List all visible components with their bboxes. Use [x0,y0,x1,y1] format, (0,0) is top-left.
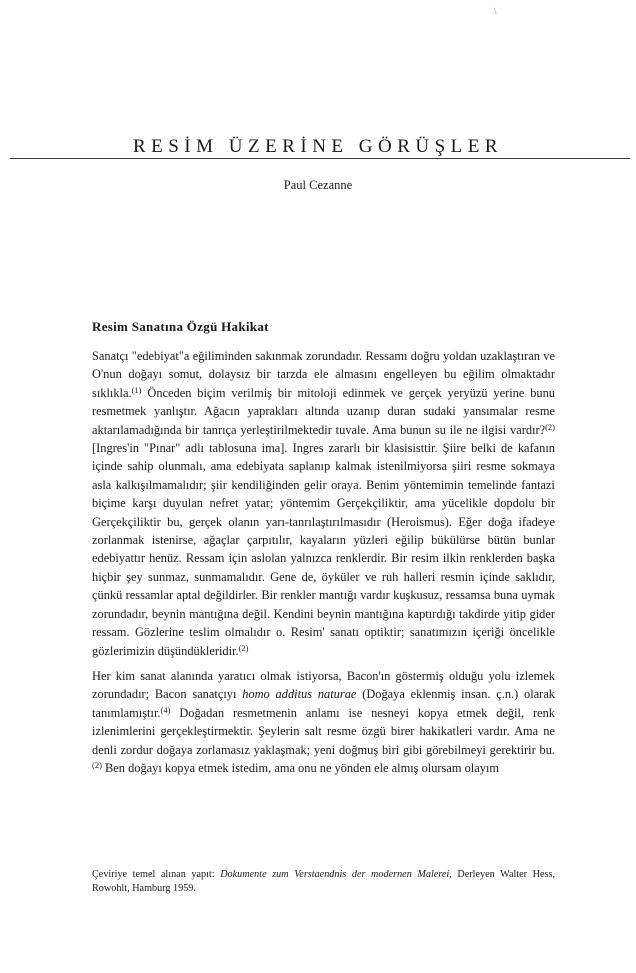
footnote-ref: (4) [160,704,171,715]
paragraph-2-part-2: (Doğaya eklenmiş insan. ç.n.) olarak tanımlamıştır. [92,687,556,720]
paragraph-2 [92,667,555,777]
source-footnote [92,868,555,896]
footnote-prefix: Çeviriye temel alınan yapıt: [92,869,221,880]
page-title: RESİM ÜZERİNE GÖRÜŞLER [132,136,504,157]
footnote-book-title: Dokumente zum Verstaendnis der modernen Malerei, [220,869,452,880]
author-name: Paul Cezanne [283,178,353,192]
paragraph-1 [92,347,555,660]
paragraph-1-part-3: [Ingres'in "Pınar" adlı tablosuna ima]. Ingres zararlı bir klasisisttir. Şiire belki de kafanın içinde sahip olunmalı, ama edebiyata saplanıp kalmak istenilmiyorsa şiiri resme sokmaya asla kalkışılmamalıdır; şiir kendiliğinden gelir oraya. Benim yöntemimin temelinde fantazi biçime karşı duyulan nefret yatar; yöntemim Gerçekçiliktir, ama yücelikle dopdolu bir Gerçekçiliktir bu, gerçek olanın yarı-tanrılaştırılmasıdır (Heroismus). Eğer doğa ifadeye zorlanmak istenirse, ağaçlar çarpıtılır, kayaların yüzleri eğilip bükülürse bütün bunlar edebiyattır henüz. Ressam için aslolan yalnızca renklerdir. Bir resim ilkin renklerden başka hiçbir şey sunmaz, sunmamalıdır. Gene de, öyküler ve ruh halleri resmin içinde saklıdır, çünkü ressamlar aptal değildirler. Bir renkler mantığı vardır kuşkusuz, ressamsa buna uymak zorundadır, beynin mantığına değil. Kendini beynin mantığına kaptırdığı takdirde yitip gider ressam. Gözlerine teslim olmalıdır o. Resim' sanatı optiktir; sanatımızın içeriği öncelikle gözlerimizin düşündükleridir. [92,441,555,658]
paragraph-1-part-1: Sanatçı "edebiyat"a eğiliminden sakınmak zorundadır. Ressamı doğru yoldan uzaklaştıran ve O'nun doğayı somut, dolaysız bir tarzda ele almasını engelleyen bu eğilim olmaktadır sıklıkla. [92,349,555,400]
footnote-ref: (2) [92,759,102,770]
footnote-ref: (2) [545,421,555,432]
title-rule [10,158,630,159]
paragraph-2-part-4: Ben doğayı kopya etmek istedim, ama onu ne yönden ele almış olursam olayım [101,760,500,775]
paragraph-2-part-1: Her kim sanat alanında yaratıcı olmak istiyorsa, Bacon'ın göstermiş olduğu yolu izlemek zorundadır; Bacon sanatçıyı [92,668,555,702]
paragraph-2-part-3: Doğadan resmetmenin anlamı ise nesneyi kopya etmek değil, renk izlenimlerini gerçekleştirmektir. Şeylerin salt resme özgü birer hakikatleri vardır. Ama ne denli zordur doğaya zorlamasız yaklaşmak; yeni doğmuş biri gibi görebilmeyi gerektirir bu. [92,705,555,757]
section-heading: Resim Sanatına Özgü Hakikat [92,319,269,334]
footnote-ref: (2) [238,642,249,653]
paragraph-1-part-2: Önceden biçim verilmiş bir mitoloji edinmek ve gerçek yeryüzü yerine bunu resmetmek yanlıştır. Ağacın yaprakları altında uzanıp duran sudaki yansımalar resme aktarılamadığında bir tanrıça yerleştirilmektedir tuvale. Ama bunun su ile ne ilgisi vardır? [92,385,555,437]
corner-scan-mark: \ [494,6,497,16]
latin-phrase: homo additus naturae [242,687,357,702]
body-text [92,347,555,784]
footnote-ref: (1) [131,384,142,395]
footnote-suffix: Derleyen Walter Hess, Rowohlt, Hamburg 1959. [92,869,556,894]
